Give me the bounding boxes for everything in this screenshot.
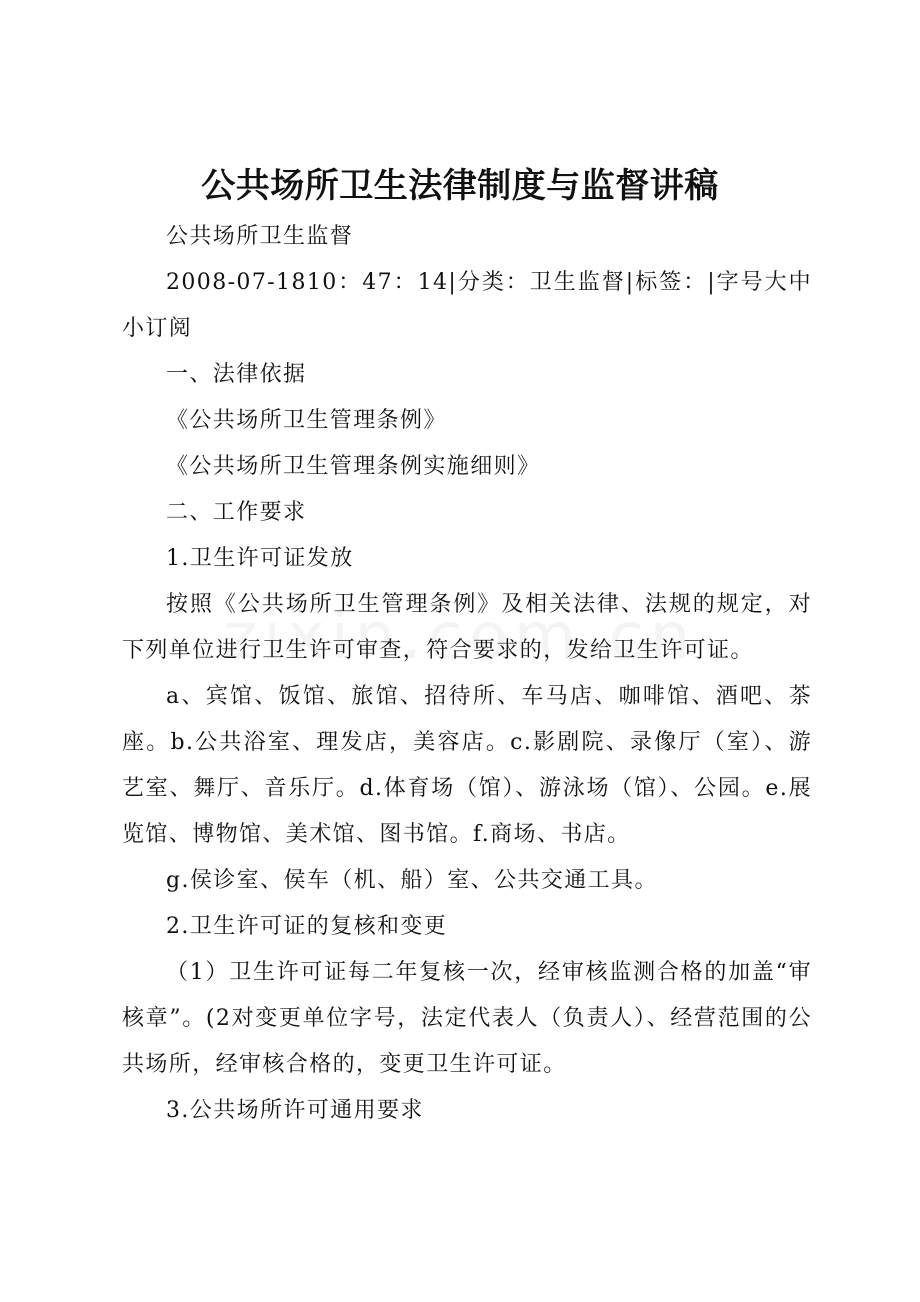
paragraph-waiting-rooms: g.侯诊室、侯车（机、船）室、公共交通工具。 bbox=[166, 868, 658, 893]
paragraph-regulation-rules: 《公共场所卫生管理条例实施细则》 bbox=[166, 454, 541, 479]
paragraph-meta: 2008-07-1810：47：14|分类：卫生监督|标签：|字号大中小订阅 bbox=[122, 270, 812, 341]
subheading-general-requirements: 3.公共场所许可通用要求 bbox=[166, 1098, 424, 1123]
paragraph-venue-list: a、宾馆、饭馆、旅馆、招待所、车马店、咖啡馆、酒吧、茶座。b.公共浴室、理发店，美容店。c.影剧院、录像厅（室）、游艺室、舞厅、音乐厅。d.体育场（馆）、游泳场（馆）、公园。e.展览馆、博物馆、美术馆、图书馆。f.商场、书店。 bbox=[122, 684, 812, 847]
document-body bbox=[122, 214, 812, 1134]
subheading-license-review-change: 2.卫生许可证的复核和变更 bbox=[166, 914, 448, 939]
section-heading-work-requirements: 二、工作要求 bbox=[166, 500, 307, 525]
section-heading-legal-basis: 一、法律依据 bbox=[166, 362, 307, 387]
document-title: 公共场所卫生法律制度与监督讲稿 bbox=[201, 166, 719, 206]
paragraph-license-renewal: （1）卫生许可证每二年复核一次，经审核监测合格的加盖“审核章”。(2对变更单位字号，法定代表人（负责人）、经营范围的公共场所，经审核合格的，变更卫生许可证。 bbox=[122, 960, 812, 1077]
subheading-license-issuance: 1.卫生许可证发放 bbox=[166, 546, 354, 571]
paragraph-regulation: 《公共场所卫生管理条例》 bbox=[166, 408, 447, 433]
paragraph-subtitle: 公共场所卫生监督 bbox=[166, 224, 354, 249]
paragraph-license-review: 按照《公共场所卫生管理条例》及相关法律、法规的规定，对下列单位进行卫生许可审查，符合要求的，发给卫生许可证。 bbox=[122, 592, 812, 663]
